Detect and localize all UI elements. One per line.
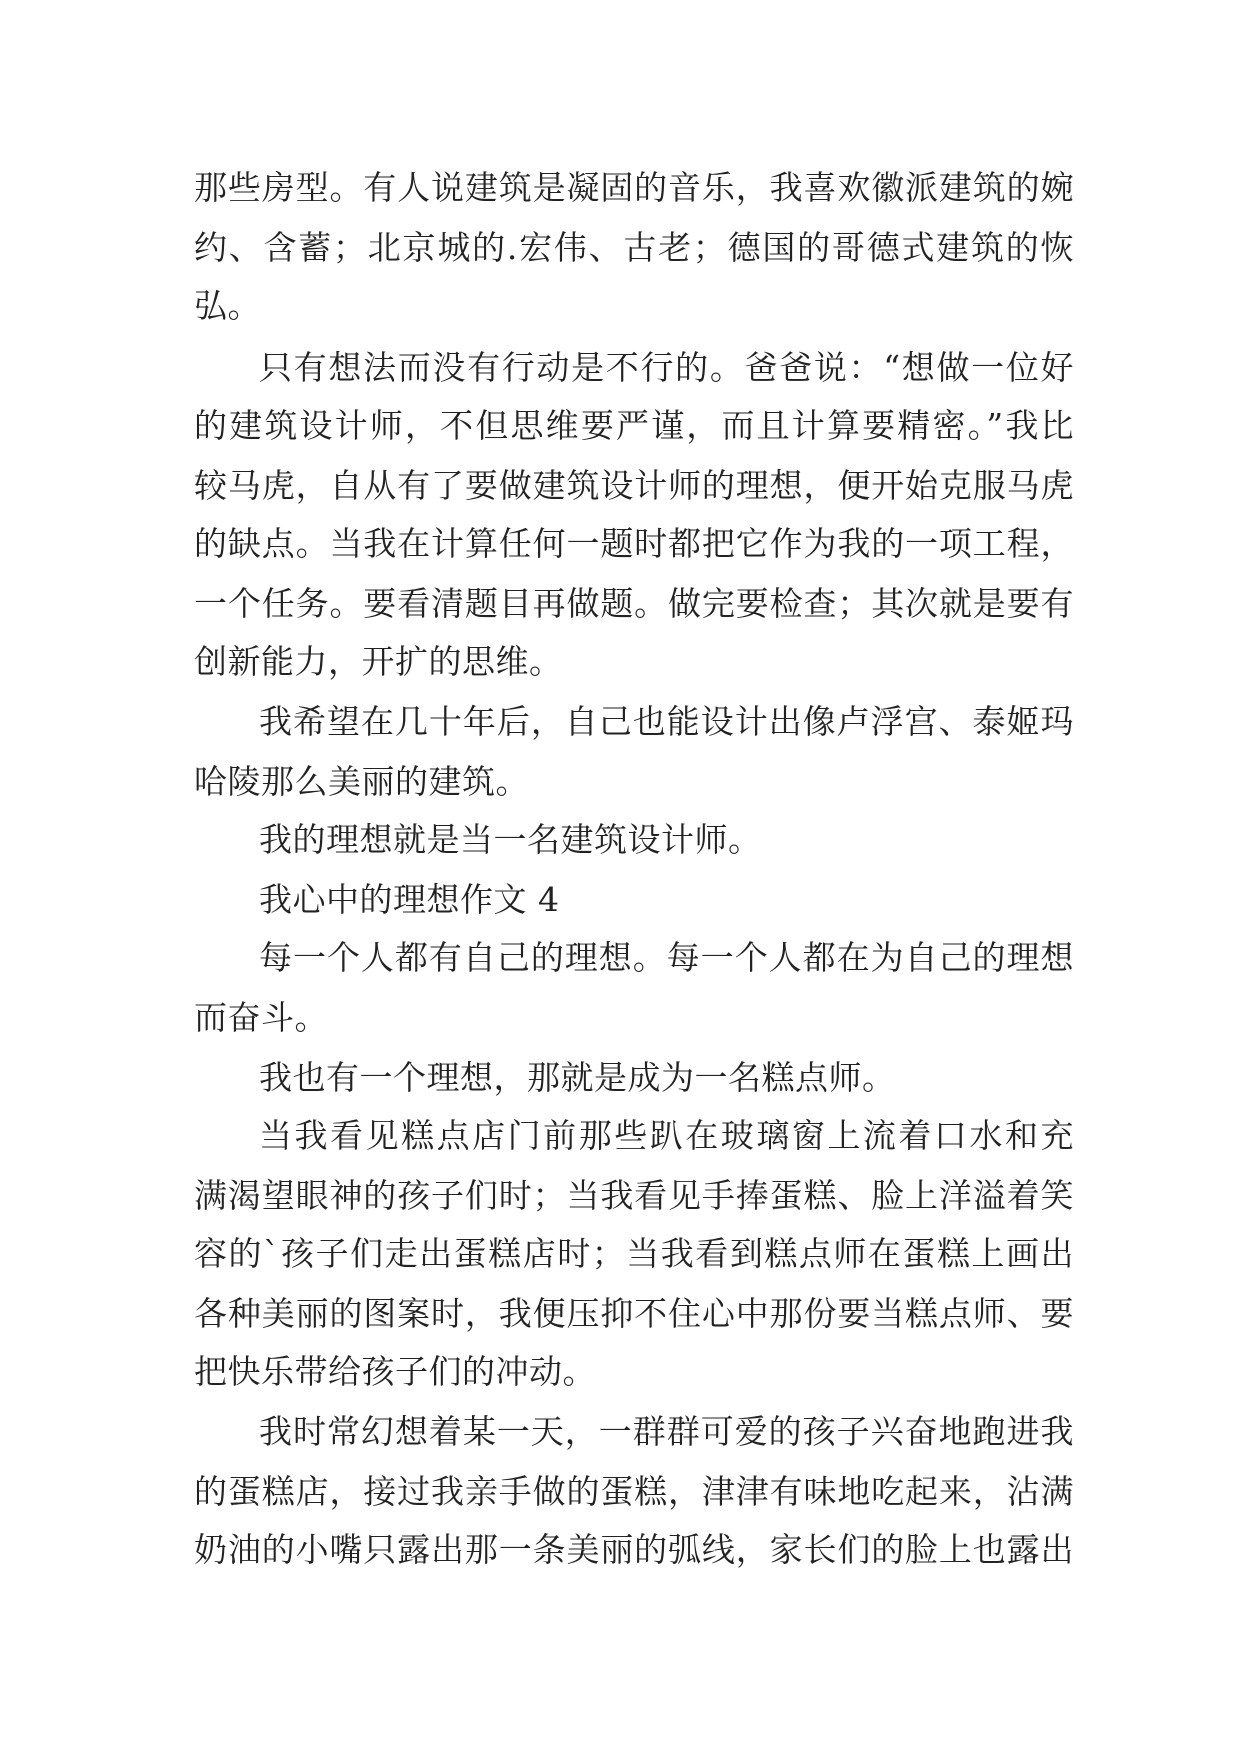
text-line: 的缺点。当我在计算任何一题时都把它作为我的一项工程，: [194, 524, 1074, 563]
text-line: 较马虎，自从有了要做建筑设计师的理想，便开始克服马虎: [194, 466, 1074, 505]
text-line: 的蛋糕店，接过我亲手做的蛋糕，津津有味地吃起来，沾满: [194, 1472, 1074, 1511]
text-line: 而奋斗。: [194, 998, 328, 1037]
text-line: 那些房型。有人说建筑是凝固的音乐，我喜欢徽派建筑的婉: [194, 168, 1074, 207]
text-line: 各种美丽的图案时，我便压抑不住心中那份要当糕点师、要: [194, 1294, 1074, 1333]
text-line: 奶油的小嘴只露出那一条美丽的弧线，家长们的脸上也露出: [194, 1530, 1074, 1569]
text-line: 我时常幻想着某一天，一群群可爱的孩子兴奋地跑进我: [259, 1412, 1074, 1451]
text-line: 当我看见糕点店门前那些趴在玻璃窗上流着口水和充: [259, 1116, 1074, 1155]
text-line: 弘。: [194, 286, 261, 325]
text-line: 把快乐带给孩子们的冲动。: [194, 1352, 596, 1391]
text-line: 每一个人都有自己的理想。每一个人都在为自己的理想: [259, 938, 1074, 977]
text-line: 满渴望眼神的孩子们时；当我看见手捧蛋糕、脸上洋溢着笑: [194, 1176, 1074, 1215]
text-line: 容的`孩子们走出蛋糕店时；当我看到糕点师在蛋糕上画出: [194, 1234, 1074, 1273]
text-line: 创新能力，开扩的思维。: [194, 642, 563, 681]
section-heading: 我心中的理想作文 4: [259, 880, 560, 919]
text-line: 约、含蓄；北京城的.宏伟、古老；德国的哥德式建筑的恢: [194, 228, 1074, 267]
text-line: 我的理想就是当一名建筑设计师。: [259, 820, 762, 859]
text-line: 哈陵那么美丽的建筑。: [194, 762, 529, 801]
text-line: 的建筑设计师，不但思维要严谨，而且计算要精密。”我比: [194, 406, 1074, 445]
text-line: 一个任务。要看清题目再做题。做完要检查；其次就是要有: [194, 584, 1074, 623]
text-line: 我希望在几十年后，自己也能设计出像卢浮宫、泰姬玛: [259, 702, 1074, 741]
text-line: 只有想法而没有行动是不行的。爸爸说：“想做一位好: [259, 348, 1074, 387]
text-line: 我也有一个理想，那就是成为一名糕点师。: [259, 1058, 896, 1097]
